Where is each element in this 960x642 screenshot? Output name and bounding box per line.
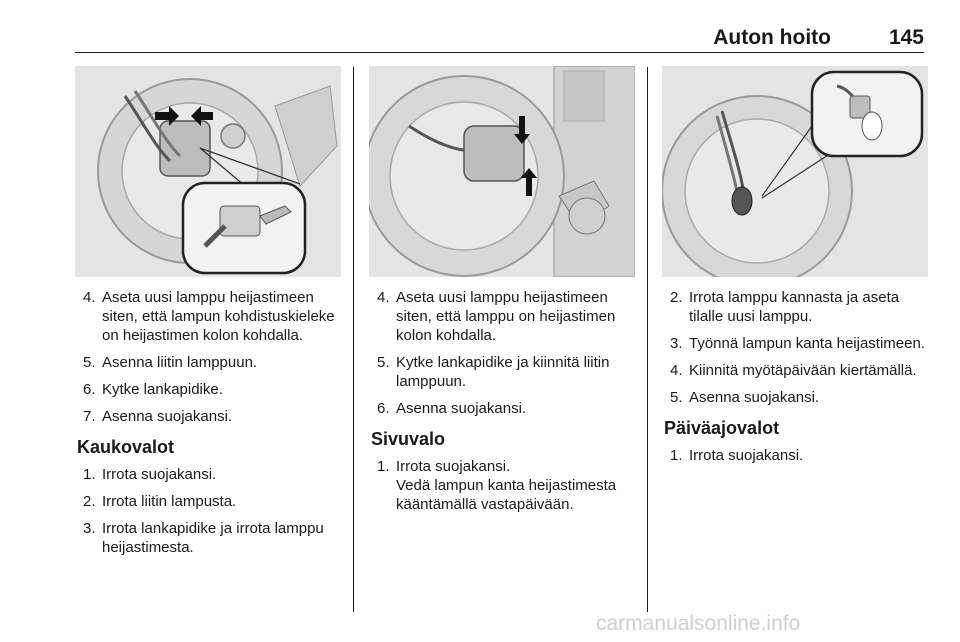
page-number: 145 xyxy=(888,26,924,49)
step-item xyxy=(662,361,930,380)
step-item xyxy=(369,457,637,514)
step-text: Aseta uusi lamppu heijastimeen siten, että lamppu on heijastimen kolon kohdalla. xyxy=(396,289,616,344)
step-number: 3. xyxy=(670,335,683,352)
step-text: Irrota suojakansi. xyxy=(396,458,511,475)
step-number: 1. xyxy=(83,466,96,483)
step-number: 4. xyxy=(670,362,683,379)
column-3 xyxy=(662,66,930,473)
step-number: 2. xyxy=(83,493,96,510)
column-2-text xyxy=(369,288,637,514)
step-text: Irrota lamppu kannasta ja aseta tilalle uusi lamppu. xyxy=(689,289,900,325)
step-number: 6. xyxy=(83,381,96,398)
step-text: Asenna liitin lamppuun. xyxy=(102,354,258,371)
step-number: 4. xyxy=(377,289,390,306)
column-divider-2 xyxy=(647,67,648,612)
step-text: Aseta uusi lamppu heijastimeen siten, että lampun kohdistuskieleke on heijastimen kolon kohdalla. xyxy=(102,289,335,344)
step-text: Irrota suojakansi. xyxy=(102,466,217,483)
headlamp-bulb-illustration xyxy=(75,66,341,277)
step-text: Asenna suojakansi. xyxy=(689,389,820,406)
section-title: Auton hoito xyxy=(713,26,831,49)
step-item xyxy=(75,353,343,372)
step-item xyxy=(662,288,930,326)
step-number: 5. xyxy=(670,389,683,406)
step-item xyxy=(75,519,343,557)
step-item xyxy=(75,465,343,484)
step-text: Kytke lankapidike. xyxy=(102,381,223,398)
section-heading: Päiväajovalot xyxy=(664,418,780,438)
step-text: Kiinnitä myötäpäivään kiertämällä. xyxy=(689,362,917,379)
header-rule xyxy=(75,52,924,53)
step-text: Irrota suojakansi. xyxy=(689,447,804,464)
step-text: Työnnä lampun kanta heijastimeen. xyxy=(689,335,925,352)
step-text: Irrota liitin lampusta. xyxy=(102,493,237,510)
watermark: carmanualsonline.info xyxy=(596,612,801,635)
step-text: Kytke lankapidike ja kiinnitä liitin lamppuun. xyxy=(396,354,610,390)
column-1 xyxy=(75,66,343,565)
bulb-holder-illustration xyxy=(369,66,635,277)
section-heading: Kaukovalot xyxy=(77,437,175,457)
column-1-text xyxy=(75,288,343,557)
step-item xyxy=(662,388,930,407)
step-item xyxy=(369,399,637,418)
step-number: 5. xyxy=(377,354,390,371)
step-item xyxy=(75,492,343,511)
column-2 xyxy=(369,66,637,522)
step-text: Irrota lankapidike ja irrota lamppu heijastimesta. xyxy=(102,520,324,556)
step-item xyxy=(662,446,930,465)
step-item xyxy=(369,288,637,345)
step-item xyxy=(75,407,343,426)
section-heading: Sivuvalo xyxy=(371,429,446,449)
side-light-bulb-illustration xyxy=(662,66,928,277)
step-item xyxy=(662,334,930,353)
step-number: 3. xyxy=(83,520,96,537)
step-text: Asenna suojakansi. xyxy=(396,400,527,417)
step-number: 6. xyxy=(377,400,390,417)
step-item xyxy=(369,353,637,391)
step-number: 4. xyxy=(83,289,96,306)
page-header xyxy=(0,22,924,52)
step-number: 5. xyxy=(83,354,96,371)
column-3-text xyxy=(662,288,930,465)
step-number: 2. xyxy=(670,289,683,306)
step-text: Asenna suojakansi. xyxy=(102,408,233,425)
step-item xyxy=(75,288,343,345)
column-divider-1 xyxy=(353,67,354,612)
step-number: 7. xyxy=(83,408,96,425)
step-subtext: Vedä lampun kanta heijastimesta kääntämällä vastapäivään. xyxy=(396,477,617,513)
step-item xyxy=(75,380,343,399)
step-number: 1. xyxy=(377,458,390,475)
step-number: 1. xyxy=(670,447,683,464)
